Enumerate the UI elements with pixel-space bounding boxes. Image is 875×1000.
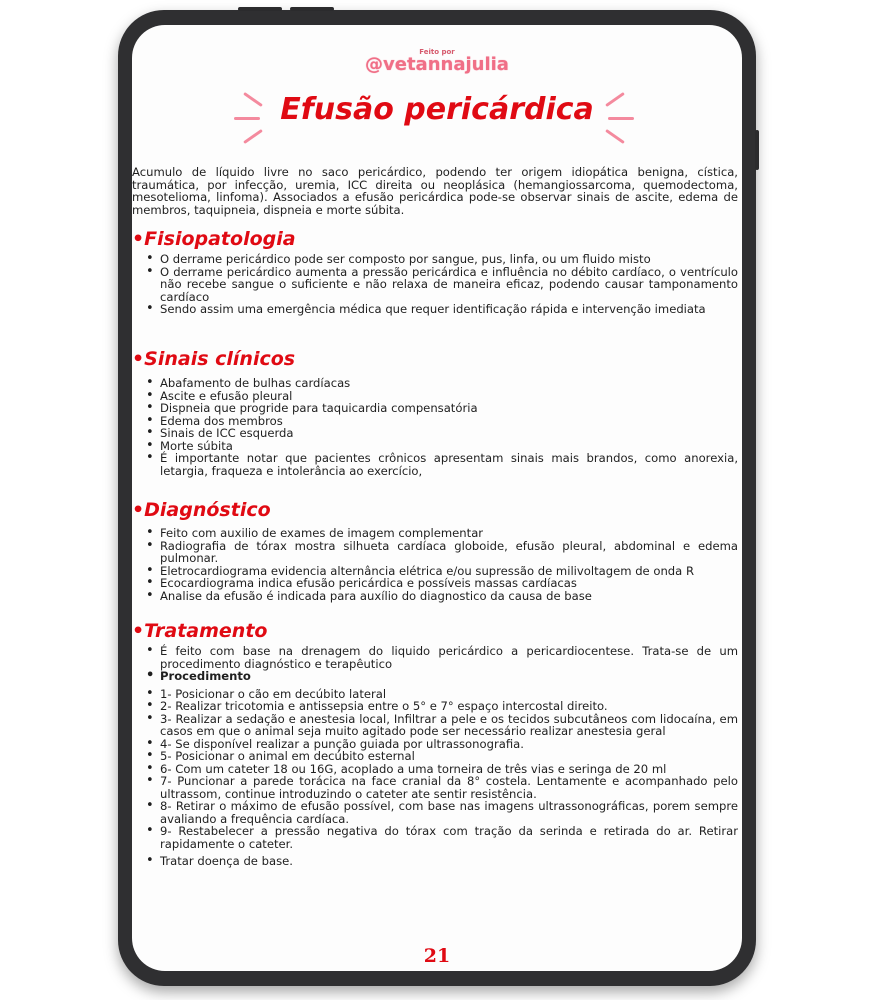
section-list-fisiopatologia [132, 253, 740, 316]
tablet-frame [118, 10, 756, 986]
procedure-step: • 3- Realizar a sedação e anestesia local, Infiltrar a pele e os tecidos subcutâneos com lidocaína, em casos em que o animal seja muito agitado pode ser necessário realizar anestesia geral [132, 713, 740, 738]
procedure-step: • 2- Realizar tricotomia e antissepsia entre o 5° e 7° espaço intercostal direito. [132, 700, 740, 713]
list-item: • É importante notar que pacientes crônicos apresentam sinais mais brandos, como anorexia, letargia, fraqueza e intolerância ao exercício, [132, 452, 740, 477]
section-list-sinais-clinicos [132, 377, 740, 477]
list-item: • Morte súbita [132, 440, 740, 453]
author-handle: @vetannajulia [365, 54, 509, 75]
volume-button [290, 7, 334, 11]
list-item: • Abafamento de bulhas cardíacas [132, 377, 740, 390]
list-item: • Tratar doença de base. [132, 855, 740, 868]
procedure-step: • 6- Com um cateter 18 ou 16G, acoplado a uma torneira de três vias e seringa de 20 ml [132, 763, 740, 776]
list-item: • Ecocardiograma indica efusão pericárdica e possíveis massas cardíacas [132, 577, 740, 590]
list-item: • Sendo assim uma emergência médica que requer identificação rápida e intervenção imediata [132, 303, 740, 316]
list-item: • Feito com auxilio de exames de imagem complementar [132, 527, 740, 540]
section-heading-diagnostico: •Diagnóstico [132, 499, 271, 521]
power-button [755, 130, 759, 170]
procedure-step: • 7- Puncionar a parede torácica na face cranial da 8° costela. Lentamente e acompanhado pelo ultrassom, continue introduzindo o cateter ate sentir resistência. [132, 775, 740, 800]
list-item: • O derrame pericárdico pode ser composto por sangue, pus, linfa, ou um fluido misto [132, 253, 740, 266]
list-item: • Sinais de ICC esquerda [132, 427, 740, 440]
section-heading-fisiopatologia: •Fisiopatologia [132, 228, 296, 250]
procedure-step: • 8- Retirar o máximo de efusão possível, com base nas imagens ultrassonográficas, porem sempre avaliando a frequência cardíaca. [132, 800, 740, 825]
volume-button [238, 7, 282, 11]
procedure-step: • 1- Posicionar o cão em decúbito lateral [132, 688, 740, 701]
procedure-step: • 9- Restabelecer a pressão negativa do tórax com tração da serinda e retirada do ar. Retirar rapidamente o cateter. [132, 825, 740, 850]
list-item: • Dispneia que progride para taquicardia compensatória [132, 402, 740, 415]
list-item: • É feito com base na drenagem do liquido pericárdico a pericardiocentese. Trata-se de um procedimento diagnóstico e terapêutico [132, 645, 740, 670]
intro-paragraph: Acumulo de líquido livre no saco pericárdico, podendo ter origem idiopática benigna, cística, traumática, por infecção, uremia, ICC direita ou neoplásica (hemangiossarcoma, quemodectoma, mesotelioma, linfoma). Associados a efusão pericárdica pode-se observar sinais de ascite, edema de membros, taquipneia, dispneia e morte súbita. [132, 165, 738, 217]
credit-label: Feito por [419, 48, 455, 56]
procedure-label: • Procedimento [132, 670, 740, 683]
document-page [132, 25, 742, 971]
list-item: • Analise da efusão é indicada para auxílio do diagnostico da causa de base [132, 590, 740, 603]
section-list-diagnostico [132, 527, 740, 602]
section-list-tratamento [132, 645, 740, 868]
page-number: 21 [423, 945, 451, 967]
list-item: • Edema dos membros [132, 415, 740, 428]
section-heading-sinais-clinicos: •Sinais clínicos [132, 348, 296, 370]
list-item: • O derrame pericárdico aumenta a pressão pericárdica e influência no débito cardíaco, o ventrículo não recebe sangue o suficiente e não relaxa de maneira eficaz, podendo causar tamponamento cardíaco [132, 266, 740, 304]
list-item: • Eletrocardiograma evidencia alternância elétrica e/ou supressão de milivoltagem de onda R [132, 565, 740, 578]
procedure-step: • 4- Se disponível realizar a punção guiada por ultrassonografia. [132, 738, 740, 751]
list-item: • Radiografia de tórax mostra silhueta cardíaca globoide, efusão pleural, abdominal e edema pulmonar. [132, 540, 740, 565]
page-title: Efusão pericárdica [280, 92, 594, 127]
list-item: • Ascite e efusão pleural [132, 390, 740, 403]
procedure-step: • 5- Posicionar o animal em decúbito esternal [132, 750, 740, 763]
section-heading-tratamento: •Tratamento [132, 620, 268, 642]
